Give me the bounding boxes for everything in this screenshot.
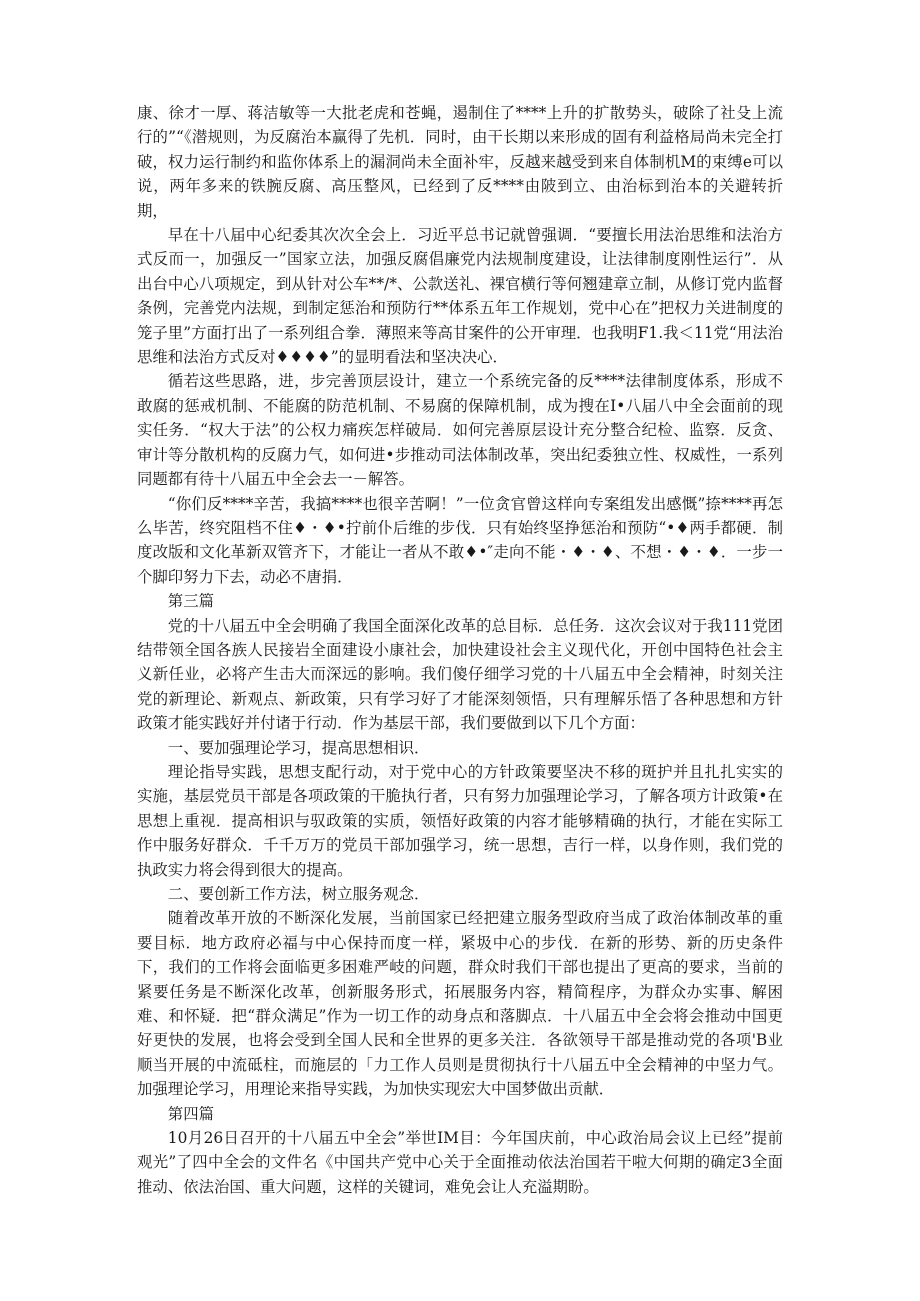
paragraph-2: 早在十八届中心纪委其次次全会上．习近平总书记就曾强调．“要擅长用法治思维和法治方式反而一，加强反一”国家立法，加强反腐倡廉党内法规制度建设，让法律制度刚性运行”．从出台中心八项规定，到从针对公车**/*、公款送礼、裸官横行等何翘建章立制，从修订党内监督条例，完善党内法规，到制定惩治和预防行**体系五年工作规划，党中心在”把权力关进制度的笼子里”方面打出了一系列组合拳．薄照来等高甘案件的公开审理．也我明F1.我＜11党“用法治思维和法治方式反对♦♦♦♦”的显明看法和坚决决心． [137, 226, 783, 367]
paragraph-6: 理论指导实践，思想支配行动，对于党中心的方针政策要坚决不移的斑护并且扎扎实实的实施，基层党员干部是各项政策的干脆执行者，只有努力加强理论学习，了解各项方计政策•在思想上重视．提高相识与驭政策的实质，领悟好政策的内容才能够精确的执行，才能在实际工作中服务好群众．千千万万的党员干部加强学习，统一思想，吉行一样，以身作则，我们党的执政实力将会得到很大的提高。 [137, 762, 783, 879]
paragraph-8: 10月26日召开的十八届五中全会”举世IM目：今年国庆前，中心政治局会议上已经”提前观光”了四中全会的文件名《中国共产党中心关于全面推动依法治国若干啦大何期的确定3全面推动、依法治国、重大问题，这样的关键词，难免会让人充溢期盼。 [137, 1129, 783, 1196]
subheading-1: 一、要加强理论学习，提高思想相识． [167, 738, 430, 757]
paragraph-4: “你们反****辛苦，我搞****也很辛苦啊！”一位贪官曾这样向专案组发出感慨”捺****再怎么毕苦，终究阻档不住♦・♦•拧前仆后维的步伐．只有始终坚挣惩治和预防“•♦两手都硬．制度改版和文化革新双管齐下，才能让一者从不敢♦•″走向不能・♦・♦、不想・♦・♦．一步一个脚印努力下去，动必不唐捐． [137, 494, 783, 586]
document-body [137, 101, 783, 1199]
section-heading-part-4: 第四篇 [167, 1104, 214, 1123]
paragraph-5: 党的十八届五中全会明确了我国全面深化改革的总目标．总任务．这次会议对于我111党团结带领全国各族人民接岩全面建设小康社会，加快建设社会主义现代化，开创中国特色社会主义新任业，必将产生击大而深远的影响。我们傻仔细学习党的十八届五中全会精神，时刻关注党的新理论、新观点、新政策，只有学习好了才能深刻领悟，只有理解乐悟了各种思想和方针政策才能实践好并付诸于行动．作为基层干部，我们要做到以下几个方面： [137, 616, 783, 733]
section-heading-part-3: 第三篇 [167, 592, 214, 611]
paragraph-1: 康、徐才一厚、蒋洁敏等一大批老虎和苍蝇，遏制住了****上升的扩散势头，破除了社殳上流行的”“《潜规则，为反腐治本赢得了先机．同时，由干长期以来形成的固有利益格局尚未完全打破，权力运行制约和监你体系上的漏洞尚未全面补牢，反越来越受到来自体制机M的束缚e可以说，两年多来的铁腕反腐、高压整风，已经到了反****由陂到立、由治标到治本的关避转折期， [137, 104, 783, 220]
paragraph-7: 随着改革开放的不断深化发展，当前国家已经把建立服务型政府当成了政治体制改革的重要目标．地方政府必福与中心保持而度一样，紧圾中心的步伐．在新的形势、新的历史条件下，我们的工作将会面临更多困难严岐的问题，群众时我们干部也提出了更高的要求，当前的紧要任务是不断深化改革，创新服务形式，拓展服务内容，精简程序，为群众办实事、解困难、和怀疑．把“群众满足”作为一切工作的动身点和落脚点．十八届五中全会将会推动中国更好更快的发展，也将会受到全国人民和全世界的更多关注．各欲领导干部是推动党的各项'B业顺当开展的中流砥柱，而施层的「力工作人员则是贯彻执行十八届五中全会精神的中坚力气。加强理论学习，用理论来指导实践，为加快实现宏大中国梦做出贡献． [137, 909, 783, 1099]
subheading-2: 二、要创新工作方法，树立服务观念． [167, 885, 430, 903]
paragraph-3: 循若这些思路，进，步完善顶层设计，建立一个系统完备的反****法律制度体系，形成不敢腐的惩戒机制、不能腐的防范机制、不易腐的保障机制，成为搜在I•八届八中全会面前的现实任务．“权大于法”的公权力痛疾怎样破局．如何完善原层设计充分整合纪检、监察．反贪、审计等分散机构的反腐力气，如何进•步推动司法体制改革，突出纪委独立性、权威性，一系列同题都有待十八届五中全会去一－解答。 [137, 372, 783, 489]
